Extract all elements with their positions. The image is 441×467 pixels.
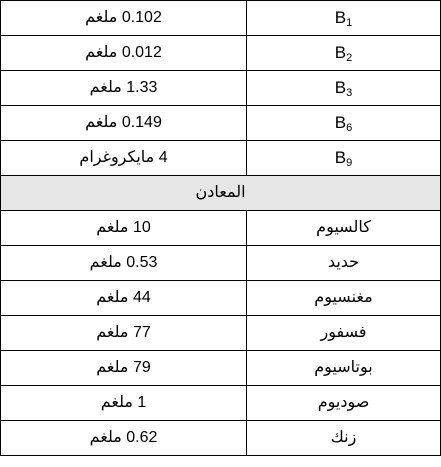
vitamin-subscript: 2	[346, 52, 353, 64]
vitamin-subscript: 6	[346, 122, 353, 134]
vitamin-b1-value: 0.102 ملغم	[1, 1, 247, 36]
table-row	[1, 211, 441, 246]
mineral-name: بوتاسيوم	[247, 351, 441, 386]
table-row	[1, 106, 441, 141]
mineral-value: 79 ملغم	[1, 351, 247, 386]
vitamin-b6-value: 0.149 ملغم	[1, 106, 247, 141]
mineral-name: زنك	[247, 421, 441, 456]
table-row	[1, 36, 441, 71]
mineral-value: 0.53 ملغم	[1, 246, 247, 281]
vitamin-letter: B	[334, 8, 347, 27]
vitamin-b1-name	[247, 1, 441, 36]
vitamin-b2-value: 0.012 ملغم	[1, 36, 247, 71]
table-row	[1, 281, 441, 316]
table-row	[1, 246, 441, 281]
mineral-name: كالسيوم	[247, 211, 441, 246]
table-row	[1, 71, 441, 106]
table-row	[1, 351, 441, 386]
vitamin-b2-name	[247, 36, 441, 71]
vitamin-b3-value: 1.33 ملغم	[1, 71, 247, 106]
vitamin-b9-value: 4 مايكروغرام	[1, 141, 247, 176]
vitamin-subscript: 3	[346, 87, 353, 99]
vitamin-letter: B	[334, 78, 347, 97]
table-row	[1, 386, 441, 421]
mineral-name: حديد	[247, 246, 441, 281]
mineral-value: 1 ملغم	[1, 386, 247, 421]
mineral-name: مغنسيوم	[247, 281, 441, 316]
vitamin-b3-name	[247, 71, 441, 106]
vitamin-letter: B	[334, 113, 347, 132]
mineral-name: صوديوم	[247, 386, 441, 421]
mineral-name: فسفور	[247, 316, 441, 351]
table-row	[1, 1, 441, 36]
mineral-value: 77 ملغم	[1, 316, 247, 351]
mineral-value: 10 ملغم	[1, 211, 247, 246]
vitamin-letter: B	[334, 148, 347, 167]
mineral-value: 0.62 ملغم	[1, 421, 247, 456]
minerals-section-header: المعادن	[1, 176, 441, 211]
vitamin-subscript: 1	[346, 17, 353, 29]
mineral-value: 44 ملغم	[1, 281, 247, 316]
vitamin-b6-name	[247, 106, 441, 141]
vitamin-subscript: 9	[346, 157, 353, 169]
table-row	[1, 316, 441, 351]
table-row	[1, 141, 441, 176]
table-row	[1, 421, 441, 456]
vitamin-letter: B	[334, 43, 347, 62]
minerals-section-row	[1, 176, 441, 211]
vitamin-b9-name	[247, 141, 441, 176]
